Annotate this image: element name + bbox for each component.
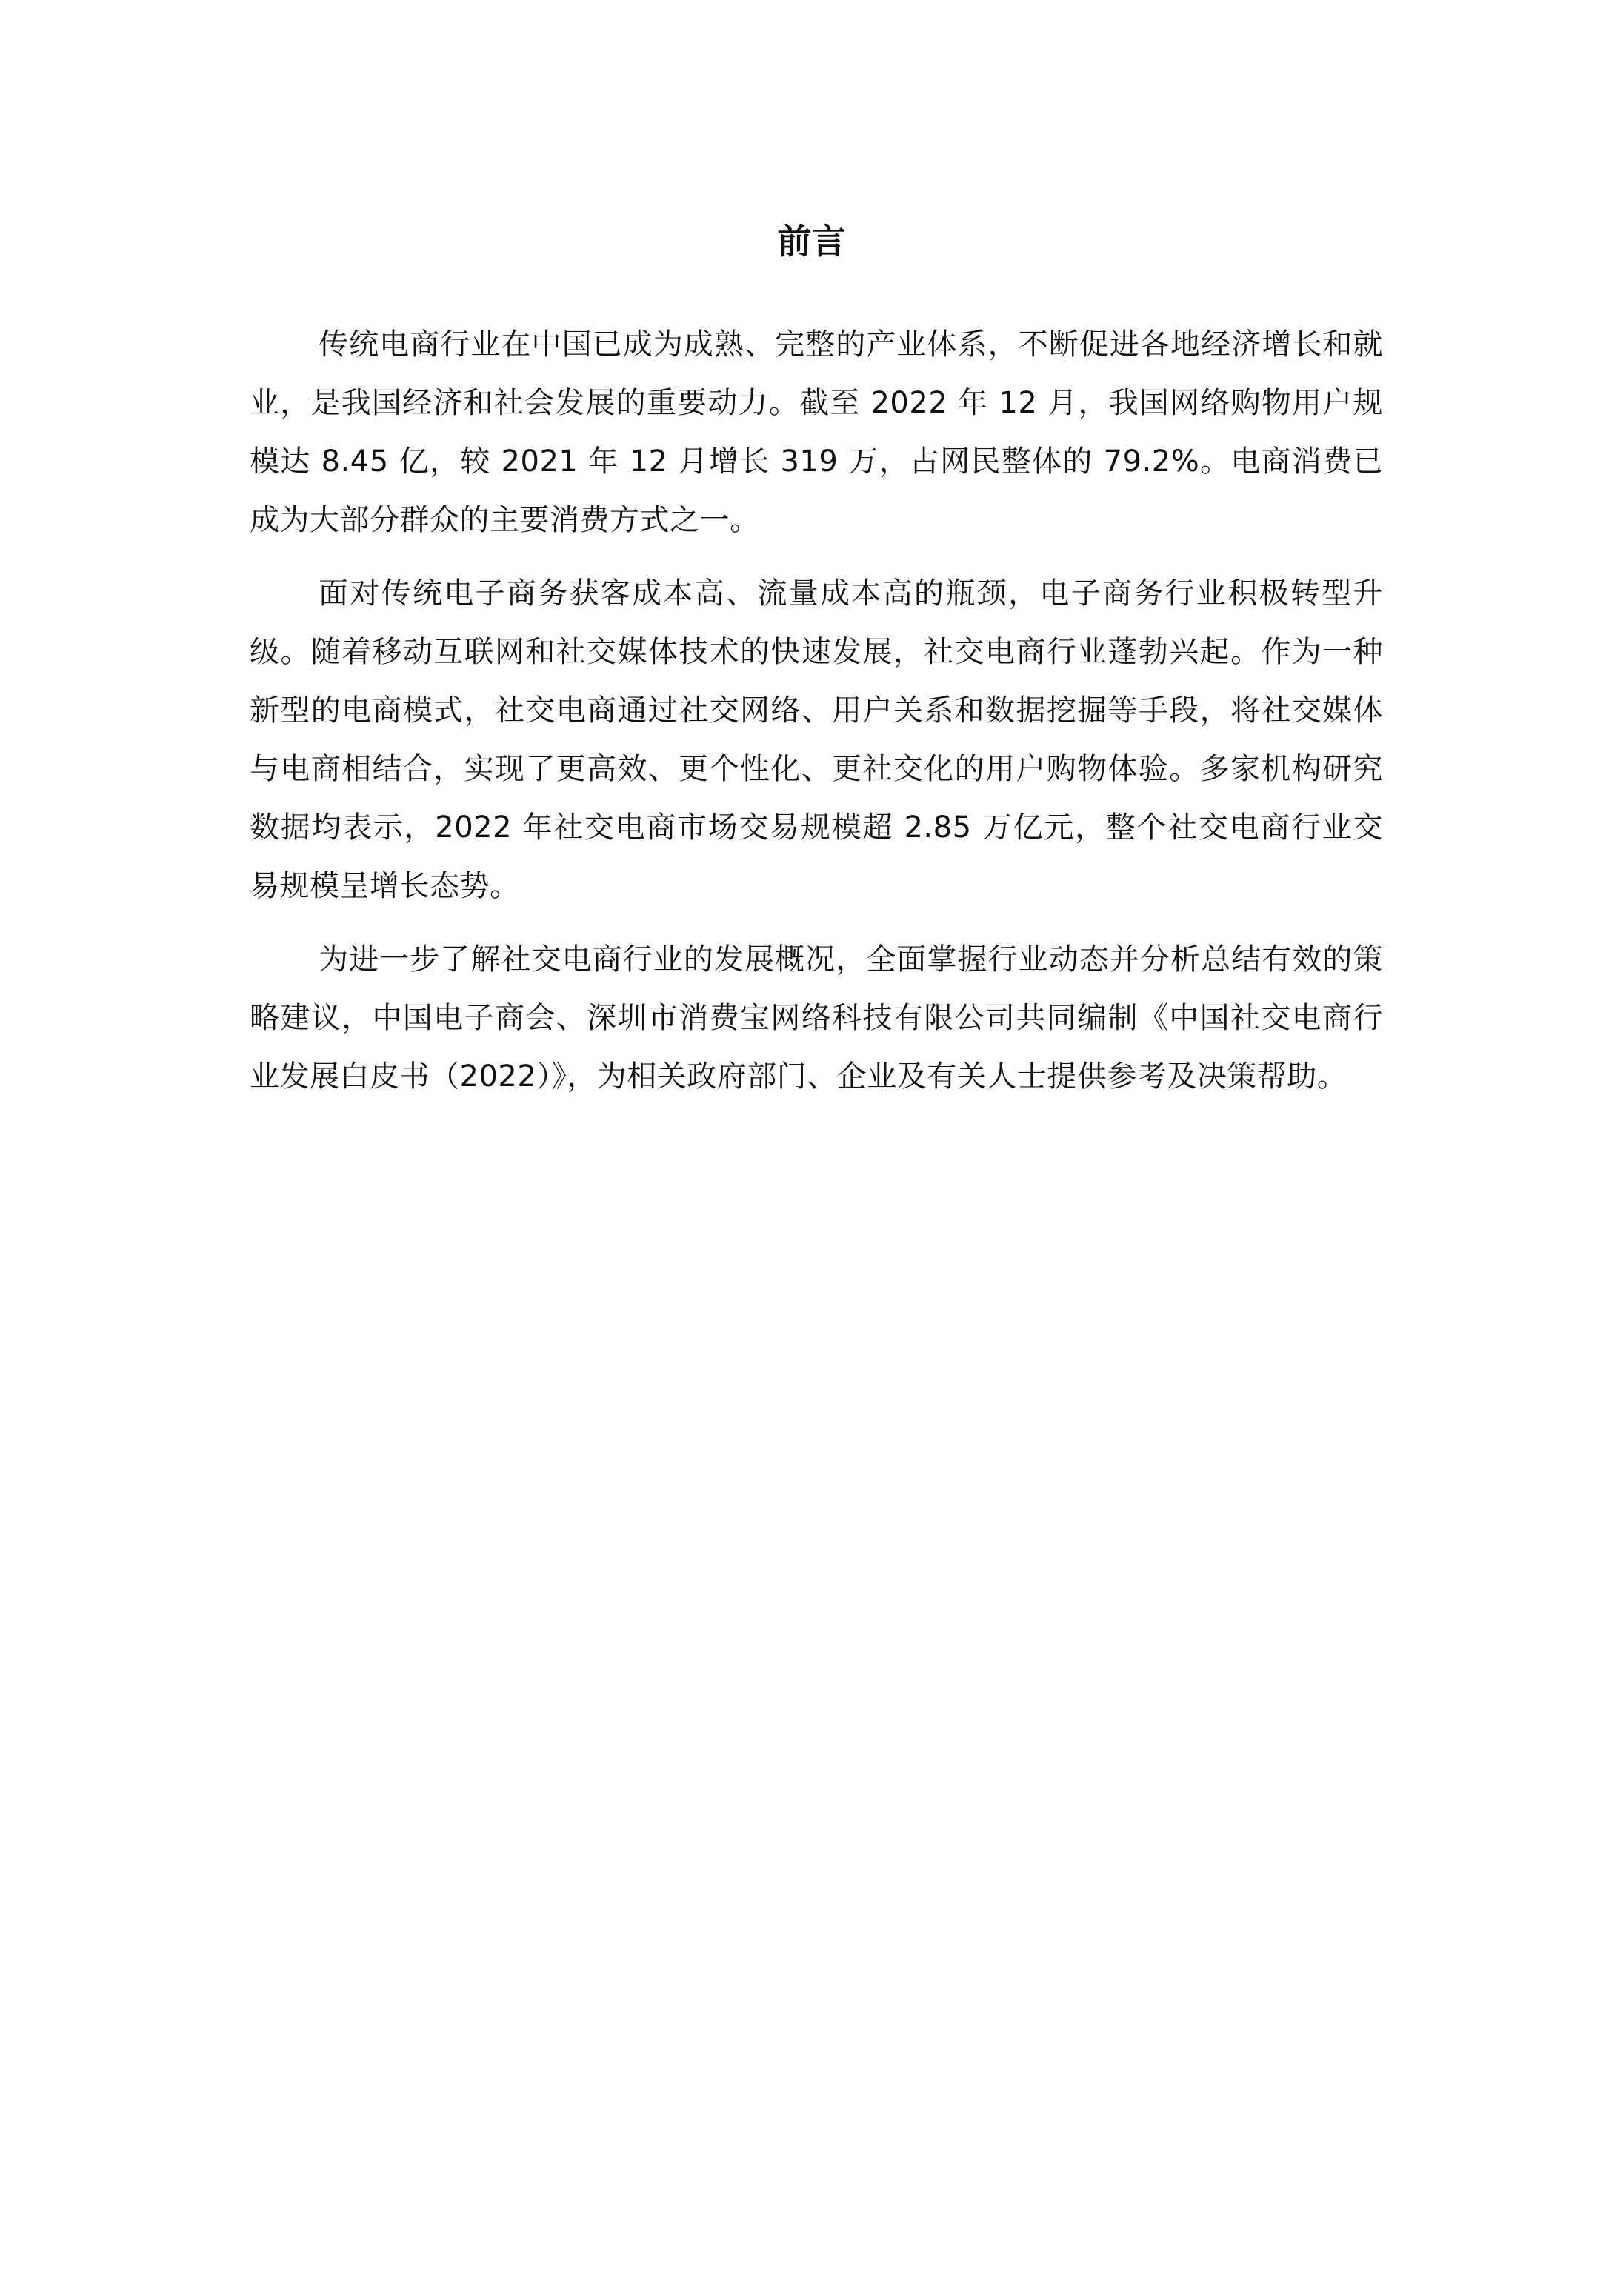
paragraph-2: 面对传统电子商务获客成本高、流量成本高的瓶颈，电子商务行业积极转型升级。随着移动互联网和社交媒体技术的快速发展，社交电商行业蓬勃兴起。作为一种新型的电商模式，社交电商通过社交网络、用户关系和数据挖掘等手段，将社交媒体与电商相结合，实现了更高效、更个性化、更社交化的用户购物体验。多家机构研究数据均表示，2022 年社交电商市场交易规模超 2.85 万亿元，整个社交电商行业交易规模呈增长态势。 [250,576,1383,903]
document-body [250,316,1383,1121]
paragraph-3: 为进一步了解社交电商行业的发展概况，全面掌握行业动态并分析总结有效的策略建议，中国电子商会、深圳市消费宝网络科技有限公司共同编制《中国社交电商行业发展白皮书（2022）》，为相关政府部门、企业及有关人士提供参考及决策帮助。 [250,942,1383,1094]
paragraph-1: 传统电商行业在中国已成为成熟、完整的产业体系，不断促进各地经济增长和就业，是我国经济和社会发展的重要动力。截至 2022 年 12 月，我国网络购物用户规模达 8.45 亿，较 2021 年 12 月增长 319 万，占网民整体的 79.2%。电商消费已成为大部分群众的主要消费方式之一。 [250,327,1383,537]
page-title: 前言 [777,222,846,262]
